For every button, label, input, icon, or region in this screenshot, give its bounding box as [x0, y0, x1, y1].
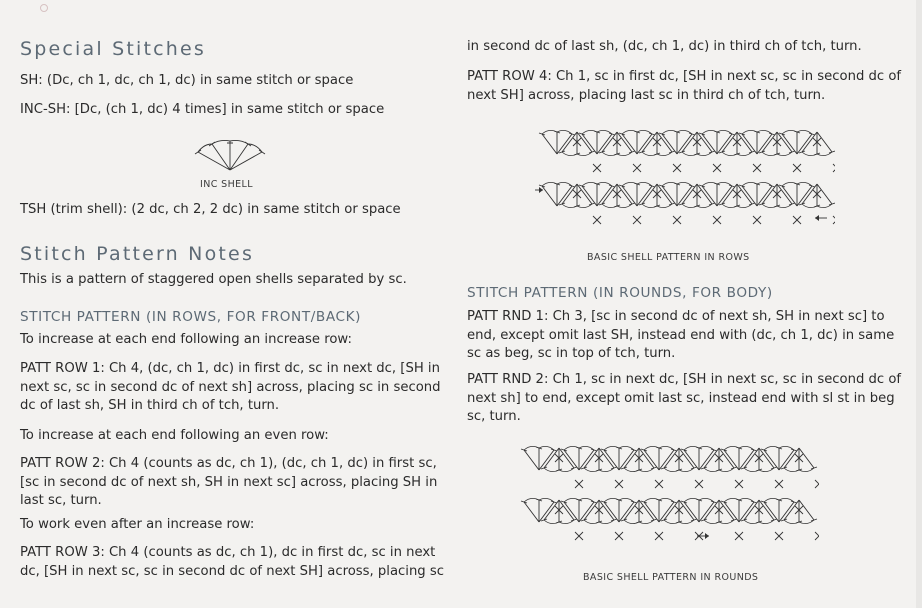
sc-stitch-mark	[775, 532, 783, 540]
sc-stitch-mark	[655, 532, 663, 540]
sc-stitch-mark	[695, 480, 703, 488]
row-direction-arrow-icon	[815, 215, 827, 221]
rows-diagram-caption: BASIC SHELL PATTERN IN ROWS	[587, 252, 750, 263]
corner-mark	[40, 4, 48, 12]
inc-shell-diagram	[190, 138, 270, 174]
chart-stitches	[521, 446, 819, 540]
rounds-section-heading: STITCH PATTERN (IN ROUNDS, FOR BODY)	[467, 285, 773, 301]
patt-rnd-1: PATT RND 1: Ch 3, [sc in second dc of next sh, SH in next sc] to end, except omit last SH, instead end with (dc, ch 1, dc) in same sc as beg, sc in top of tch, turn.	[467, 309, 895, 361]
increase-intro: To increase at each end following an increase row:	[20, 332, 352, 347]
sc-stitch-mark	[575, 532, 583, 540]
row-direction-arrow-icon	[697, 533, 709, 539]
notes-intro: This is a pattern of staggered open shells separated by sc.	[20, 272, 407, 287]
sc-stitch-mark	[713, 216, 721, 224]
even-row-intro: To increase at each end following an even row:	[20, 428, 329, 443]
sc-stitch-mark	[815, 532, 819, 540]
sc-stitch-mark	[615, 480, 623, 488]
inc-sh-definition: INC-SH: [Dc, (ch 1, dc) 4 times] in same stitch or space	[20, 102, 385, 117]
sc-stitch-mark	[833, 164, 835, 172]
chart-stitches	[539, 130, 835, 224]
sc-stitch-mark	[593, 164, 601, 172]
sc-stitch-mark	[753, 164, 761, 172]
patt-row-1: PATT ROW 1: Ch 4, (dc, ch 1, dc) in first dc, sc in next dc, [SH in next sc, sc in second dc of next sh] across, placing sc in second dc of last sh, SH in third ch of tch, turn.	[20, 361, 441, 413]
inc-shell-caption: INC SHELL	[200, 179, 253, 190]
sc-stitch-mark	[833, 216, 835, 224]
page-edge	[916, 0, 922, 608]
sc-stitch-mark	[673, 164, 681, 172]
shell-pattern-rows-diagram	[535, 124, 835, 236]
stitch-pattern-notes-title: Stitch Pattern Notes	[20, 243, 255, 265]
row-direction-arrow-icon	[535, 187, 543, 193]
rows-section-heading: STITCH PATTERN (IN ROWS, FOR FRONT/BACK)	[20, 309, 362, 325]
work-even-intro: To work even after an increase row:	[20, 517, 255, 532]
sc-stitch-mark	[655, 480, 663, 488]
sc-stitch-mark	[633, 164, 641, 172]
sc-stitch-mark	[673, 216, 681, 224]
sc-stitch-mark	[735, 480, 743, 488]
special-stitches-title: Special Stitches	[20, 38, 207, 60]
tsh-definition: TSH (trim shell): (2 dc, ch 2, 2 dc) in same stitch or space	[20, 202, 401, 217]
sc-stitch-mark	[793, 164, 801, 172]
rounds-diagram-caption: BASIC SHELL PATTERN IN ROUNDS	[583, 572, 759, 583]
sc-stitch-mark	[793, 216, 801, 224]
shell-pattern-rounds-diagram	[519, 440, 819, 556]
patt-row-4: PATT ROW 4: Ch 1, sc in first dc, [SH in next sc, sc in second dc of next SH] across, placing last sc in third ch of tch, turn.	[467, 69, 902, 103]
sc-stitch-mark	[775, 480, 783, 488]
patt-row-3-part2: in second dc of last sh, (dc, ch 1, dc) in third ch of tch, turn.	[467, 39, 862, 54]
sc-stitch-mark	[593, 216, 601, 224]
sc-stitch-mark	[713, 164, 721, 172]
sc-stitch-mark	[575, 480, 583, 488]
sc-stitch-mark	[735, 532, 743, 540]
sc-stitch-mark	[615, 532, 623, 540]
patt-rnd-2: PATT RND 2: Ch 1, sc in next dc, [SH in next sc, sc in second dc of next sh] to end, except omit last sc, instead end with sl st in beg sc, turn.	[467, 372, 902, 424]
sc-stitch-mark	[753, 216, 761, 224]
patt-row-2: PATT ROW 2: Ch 4 (counts as dc, ch 1), (dc, ch 1, dc) in first sc, [sc in second dc of next sh, SH in next sc] across, placing SH in last sc, turn.	[20, 456, 438, 508]
sc-stitch-mark	[815, 480, 819, 488]
sh-definition: SH: (Dc, ch 1, dc, ch 1, dc) in same stitch or space	[20, 73, 354, 88]
sc-stitch-mark	[633, 216, 641, 224]
patt-row-3-part1: PATT ROW 3: Ch 4 (counts as dc, ch 1), dc in first dc, sc in next dc, [SH in next sc, sc in second dc of next SH] across, placing sc	[20, 545, 444, 579]
